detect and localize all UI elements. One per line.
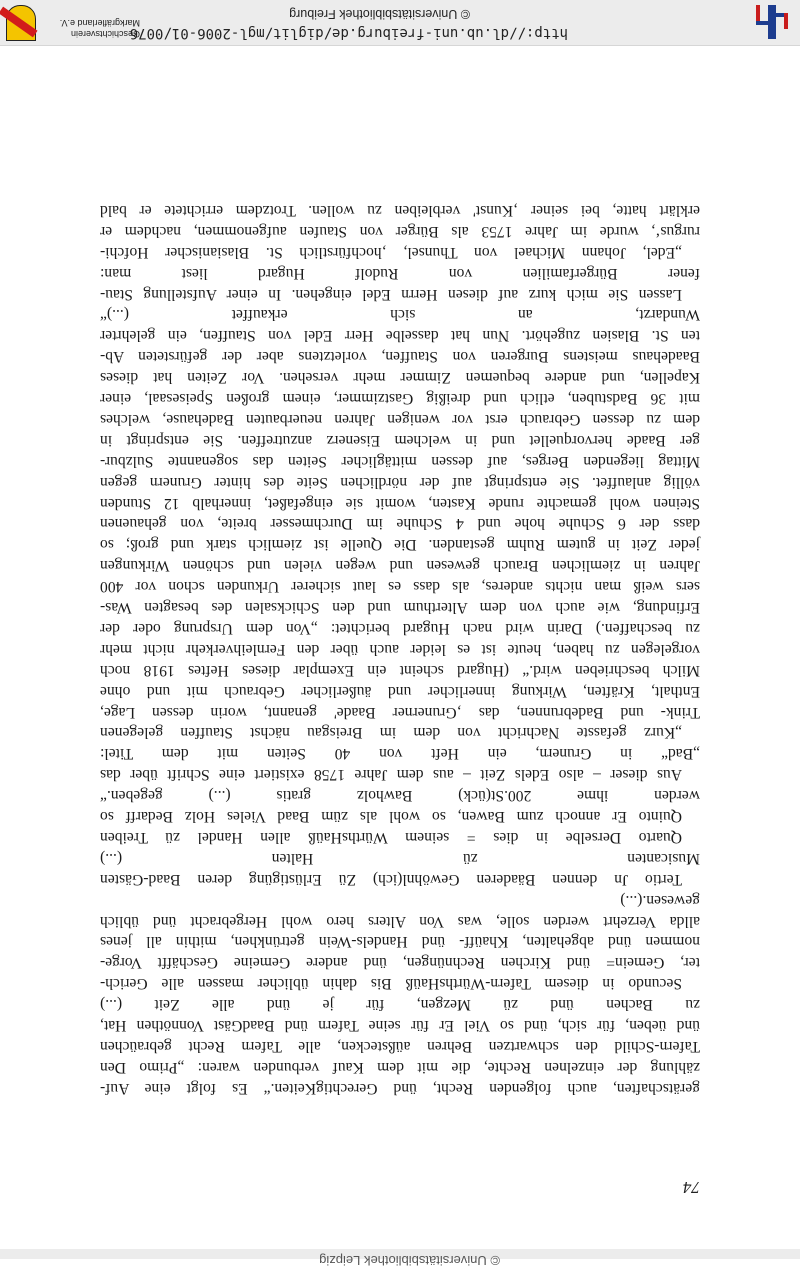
text-line: zu beschaffen.) Darin wird nach Hugard berichtet: „Von dem Ursprung oder der — [100, 620, 700, 637]
text-line: jeder Zeit in gutem Ruhm gestanden. Die Quelle ist ziemlich stark und groß; so — [100, 536, 700, 554]
text-line: Tafern-Schild den schwartzen Behren aüßstecken, alle Tafern Recht gebraüchen — [100, 1038, 700, 1055]
text-line: Milch beschrieben wird.“ (Hugard scheint ein Exemplar dieses Heftes 1918 noch — [100, 661, 700, 679]
university-library-logo-icon — [752, 5, 792, 39]
text-line: Mittag liegenden Berges, auf dessen mittäglicher Seiten das sogenannte Sulzbur- — [100, 452, 700, 470]
previous-page-copyright: © Universitätsbibliothek Leipzig — [319, 1253, 500, 1268]
text-line: gerätschaften, auch folgenden Recht, ünd GerechtigKeiten.“ Es folgt eine Auf- — [100, 1079, 700, 1097]
text-line: erklärt hatte, bei seiner ‚Kunst' verbleiben zu wollen. Trotzdem errichtete er bald — [100, 202, 700, 219]
text-line: Trink- und Badebrunnen, das ‚Grunerner Baade' genannt, worin dessen Lage, — [100, 703, 700, 721]
text-line: „Kurz gefasste Nachricht von dem im Breisgau nächst Stauffen gelegenen — [100, 724, 682, 742]
text-line: Quarto Derselbe in dies = seinem WürthsHaüß allen Handel zü Treiben — [100, 829, 682, 846]
viewer-footer-bar — [0, 0, 800, 46]
text-line: Baadehaus meistens Burgeren von Stauffen, vorletztens aber der gefürsteten Ab- — [100, 348, 700, 366]
text-line: völlig anlauffet. Sie entspringt auf der nördlichen Seite des hinter Grunern gegen — [100, 473, 700, 491]
text-line: vorgelegen zu haben, heute ist es leider auch über den Fernleihverkehr nicht mehr — [100, 640, 700, 658]
text-line: sers weiß man nichts anderes, als dass es laut sicherer Urkunden schon vor 400 — [100, 578, 700, 596]
text-line: dem zu dessen Gebrauch erst vor wenigen Jahren neuerbauten Badehause, welches — [100, 411, 700, 428]
text-line: Tertio Jn dennen Bäaderen Gewöhnl(ich) Zü Erlüstigüng deren Baad-Gästen — [100, 870, 682, 888]
text-line: ter, Gemein= ünd Kirchen Rechnüngen, ünd andere Gemeine Geschäfft Vorge- — [100, 954, 700, 972]
text-line: gewesen.(...) — [620, 891, 700, 909]
text-line: Enthalt, Kräften, Wirkung innerlicher und äußerlicher Gebrauch mit und ohne — [100, 682, 700, 700]
text-line: ünd üeben, für sich, ünd so Viel Er für seine Tafern ünd BaadGäst Vonnöthen Hat, — [100, 1017, 700, 1035]
text-line: nommen ünd abgehalten, Khaüff- ünd Handels-Wein getrünkhen, mithin all jenes — [100, 933, 700, 951]
text-line: Quinto Er annoch zum Bawen, so wohl als züm Baad Vieles Holz Bedarff so — [100, 808, 682, 826]
publisher-name — [40, 17, 140, 39]
text-line: „Bad“ in Grunern, ein Heft von 40 Seiten mit dem Titel: — [100, 745, 700, 763]
text-line: fener Bürgerfamilien von Rudolf Hugard liest man: — [100, 264, 700, 282]
text-line: ten St. Blasien zugehört. Nun hat dasselbe Herr Edel von Stauffen, ein gelehrter — [100, 327, 700, 345]
page-number: 74 — [683, 1178, 700, 1197]
text-line: zählung der einzelnen Rechte, die mit dem Kauf verbunden waren: „Primo Den — [100, 1058, 700, 1076]
text-line: zu Bachen ünd zü Mezgen, für je ünd alle Zeit (...) — [100, 996, 700, 1014]
text-line: rurgus‘, wurde im Jahre 1753 als Bürger von Staufen aufgenommen, nachdem er — [100, 222, 700, 240]
copyright-notice: © Universitätsbibliothek Freiburg — [289, 7, 470, 21]
text-line: Aus dieser – also Edels Zeit – aus dem Jahre 1758 existiert eine Schrift über das — [100, 766, 682, 784]
text-line: allda Verzehrt werden solle, was Von Alters hero wohl Hergebracht ünd üblich — [100, 912, 700, 930]
text-line: Erfindung, wie auch von dem Alterthum und den Schicksalen des besagten Was- — [100, 599, 700, 617]
publisher-line-1: Geschichtsverein — [70, 29, 140, 39]
text-line: Steinen wohl gemachte runde Kasten, womit sie eingefaßet, innerhalb 12 Stunden — [100, 494, 700, 512]
text-line: Wundarzt, an sich erkauffet (...)“ — [100, 306, 700, 324]
text-line: Lassen Sie mich kurz auf diesen Herrn Edel eingehen. In einer Aufstellung Stau- — [100, 285, 682, 303]
text-line: werden ihme 200.St(ück) Bawholz gratis (...) gegeben.“ — [100, 787, 700, 805]
coat-of-arms-icon — [6, 5, 36, 41]
text-line: Jahren in ziemlichen Brauch gewesen und wegen vielen und schönen Wirkungen — [100, 557, 700, 575]
text-line: ger Baade hervorquellet und in welchem Eisenerz anzutreffen. Sie entspringt in — [100, 431, 700, 449]
previous-page-footer-strip — [0, 1249, 800, 1268]
text-line: dass der 6 Schuhe hohe und 4 Schuhe im Durchmesser breite, von gehauenen — [100, 515, 700, 533]
permalink-url[interactable]: http://dl.ub.uni-freiburg.de/diglit/mgl-2006-01/0076 — [129, 25, 568, 41]
text-line: Musicanten zü Halten (...) — [100, 849, 700, 867]
text-line: Kapellen, und andere bequemen Zimmer mehr versehen. Vor Zeiten hat dieses — [100, 369, 700, 387]
text-line: mit 36 Badstuben, etlich und dreißig Gastzimmer, einem großen Speisesaal, einer — [100, 390, 700, 408]
text-line: „Edel, Johann Michael von Thunsel, ‚hochfürstlich St. Blasianischer Hofchi- — [100, 243, 682, 261]
text-line: Secundo in diesem Tafern-WürthsHaüß Bis dahin üblicher massen alle Gerich- — [100, 975, 682, 993]
publisher-line-2: Markgräflerland e.V. — [59, 18, 140, 28]
